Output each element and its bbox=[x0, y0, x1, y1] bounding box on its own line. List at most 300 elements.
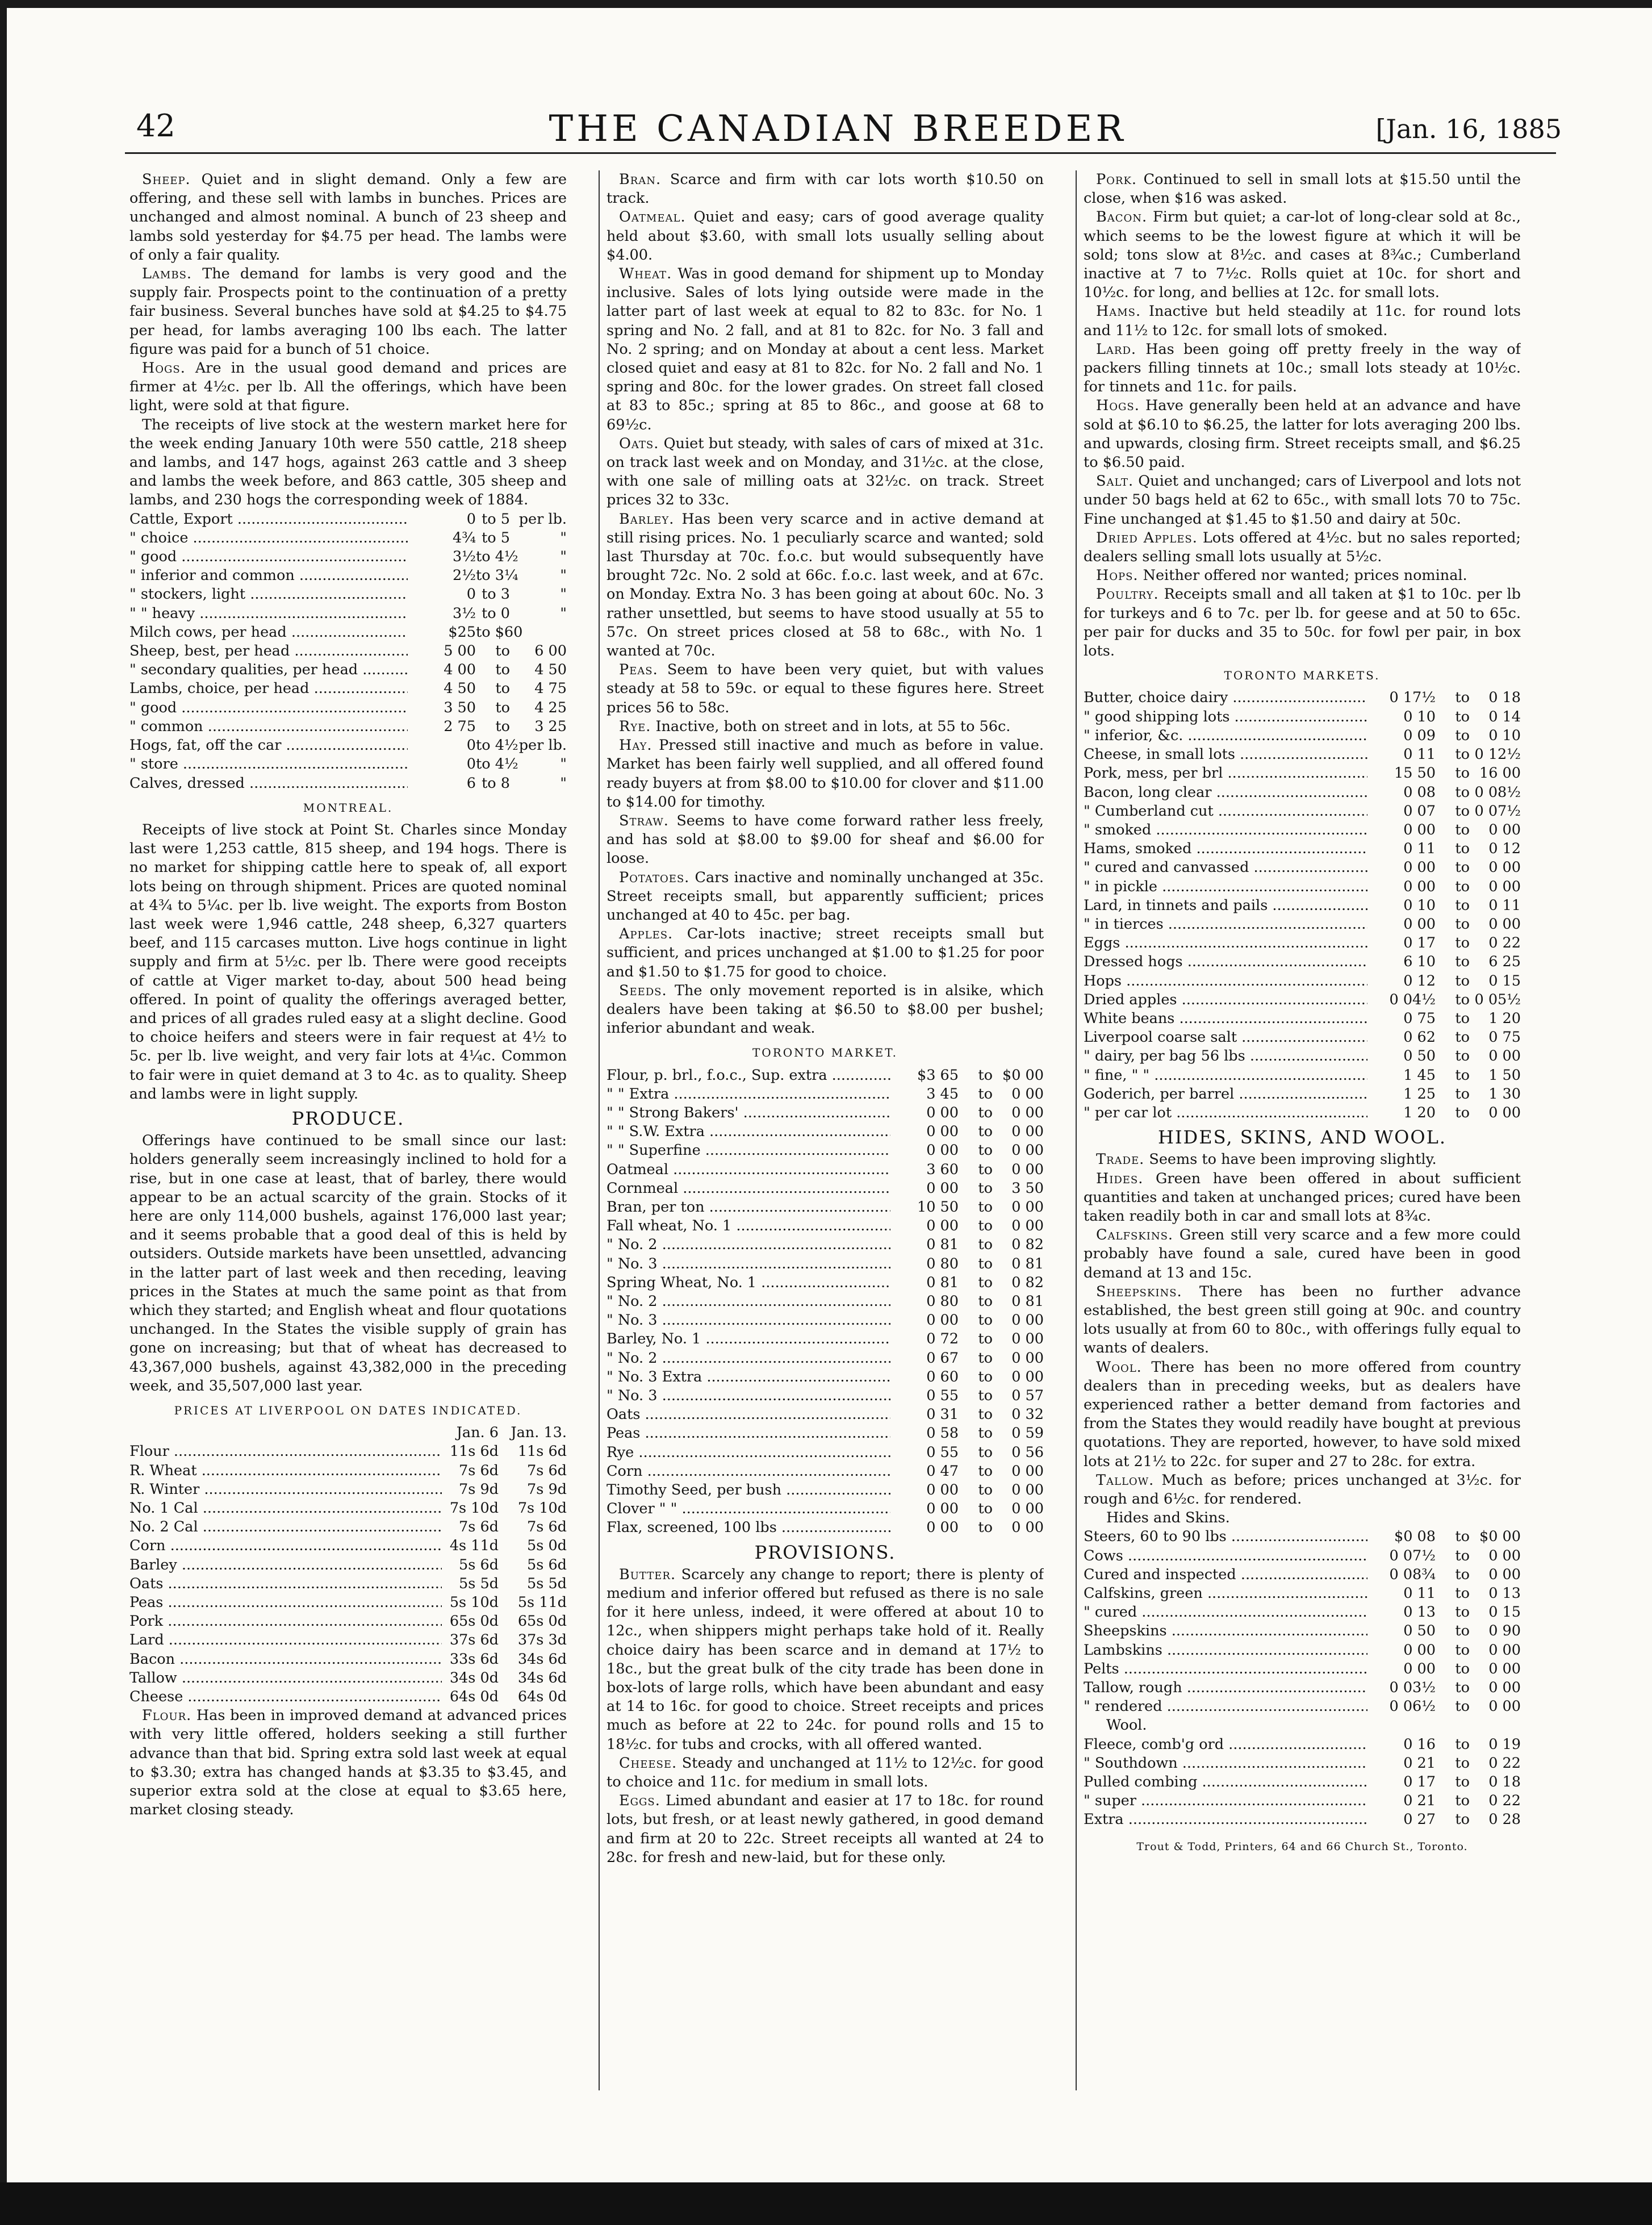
row-value: 6 bbox=[466, 774, 476, 792]
row-value: to bbox=[1455, 953, 1470, 971]
row-value: 0 00 bbox=[1011, 1330, 1044, 1348]
row-value: to bbox=[978, 1085, 993, 1103]
table-row bbox=[607, 1255, 1044, 1274]
row-label: Flour, p. brl., f.o.c., Sup. extra ..... bbox=[607, 1066, 890, 1085]
row-value: 5s 0d bbox=[527, 1537, 567, 1555]
row-label: " No. 2 ..... bbox=[607, 1349, 890, 1368]
table-row bbox=[129, 1688, 567, 1706]
row-label: Fleece, comb'g ord ..... bbox=[1084, 1735, 1367, 1754]
row-value: 0 57 bbox=[1011, 1387, 1044, 1404]
section-subheading: PRICES AT LIVERPOOL ON DATES INDICATED. bbox=[174, 1404, 522, 1417]
printer-credit: Trout & Todd, Printers, 64 and 66 Church St., Toronto. bbox=[1136, 1840, 1468, 1853]
row-value: 0 19 bbox=[1488, 1735, 1521, 1753]
table-row bbox=[1084, 1085, 1521, 1104]
row-value: to 4½ bbox=[476, 737, 518, 754]
table-row bbox=[129, 1612, 567, 1631]
row-label: Lambs, choice, per head ..... bbox=[129, 679, 408, 698]
row-value: 0 00 bbox=[1403, 1660, 1436, 1677]
row-value: 3 50 bbox=[1011, 1179, 1044, 1197]
row-value: to bbox=[1455, 1566, 1470, 1583]
row-value: to bbox=[978, 1349, 993, 1367]
article-paragraph: Offerings have continued to be small since our last: holders generally seem increasingly inclined to hold for a rise, but in one case at least, that of barley, there would appear to be an actual scarcity of the grain. Stocks of it here are only 114,000 bushels, against 176,000 last year; and it seems probable that a good deal of this is held by outsiders. Outside markets have been unsettled, advancing in the latter part of last week and then receding, leaving prices in the States at much the same point as that from which they started; and English wheat and flour quotations unchanged. In the States the visible supply of grain has gone on increasing; but that of wheat has decreased to 43,367,000 bushels, against 43,382,000 in the preceding week, and 35,507,000 last year. bbox=[129, 1132, 567, 1395]
section-subheading: MONTREAL. bbox=[303, 800, 394, 815]
row-label: " rendered ..... bbox=[1084, 1697, 1367, 1716]
row-value: 4 00 bbox=[444, 661, 476, 679]
issue-date: [Jan. 16, 1885 bbox=[1375, 114, 1562, 144]
hides-price-table bbox=[1084, 1527, 1521, 1716]
table-row bbox=[1084, 1566, 1521, 1584]
row-value: $25 bbox=[448, 623, 476, 641]
row-value: 0 81 bbox=[926, 1274, 959, 1291]
row-value: to bbox=[1455, 1679, 1470, 1697]
row-label: Cows ..... bbox=[1084, 1547, 1367, 1566]
row-value: 0 00 bbox=[1011, 1368, 1044, 1385]
row-value: $3 65 bbox=[917, 1066, 959, 1084]
row-value: to bbox=[978, 1104, 993, 1121]
article-paragraph: Potatoes. Cars inactive and nominally unchanged at 35c. Street receipts small, but apparently sufficient; prices unchanged at 40 to 45c. per bag. bbox=[607, 869, 1044, 924]
row-value: to bbox=[1455, 746, 1470, 763]
row-value: to 0 bbox=[482, 604, 510, 622]
article-paragraph: Calfskins. Green still very scarce and a few more could probably have found a sale, cured have been in good demand at 13 and 15c. bbox=[1084, 1226, 1521, 1281]
column-3 bbox=[1084, 170, 1521, 2085]
row-value: 1 50 bbox=[1488, 1066, 1521, 1084]
row-value: to bbox=[1455, 1754, 1470, 1772]
row-value: 0 00 bbox=[1011, 1312, 1044, 1329]
row-label: " per car lot ..... bbox=[1084, 1104, 1367, 1122]
table-row bbox=[607, 1424, 1044, 1443]
row-label: " " heavy ..... bbox=[129, 604, 408, 623]
row-value: 7s 6d bbox=[459, 1462, 499, 1479]
table-row bbox=[1084, 745, 1521, 764]
article-paragraph: Sheepskins. There has been no further advance established, the best green still going at 90c. and country lots usually at from 60 to 80c., with offerings fully equal to wants of dealers. bbox=[1084, 1283, 1521, 1357]
row-value: to bbox=[978, 1198, 993, 1216]
table-row bbox=[1084, 934, 1521, 953]
row-value: 1 45 bbox=[1403, 1066, 1436, 1084]
row-value: 0 59 bbox=[1011, 1425, 1044, 1442]
row-label: " No. 3 ..... bbox=[607, 1255, 890, 1274]
row-value: 7s 9d bbox=[527, 1480, 567, 1498]
table-row bbox=[1084, 1622, 1521, 1640]
row-value: 0 21 bbox=[1403, 1792, 1436, 1810]
table-row bbox=[607, 1160, 1044, 1179]
row-label: Pork ..... bbox=[129, 1612, 442, 1631]
row-value: 65s 0d bbox=[517, 1613, 567, 1630]
row-value: to bbox=[978, 1236, 993, 1254]
row-label: Hogs, fat, off the car ..... bbox=[129, 736, 408, 755]
row-value: $0 08 bbox=[1394, 1528, 1436, 1546]
row-label: " stockers, light ..... bbox=[129, 585, 408, 604]
row-label: " " Strong Bakers' ..... bbox=[607, 1104, 890, 1122]
row-label: Hams, smoked ..... bbox=[1084, 840, 1367, 858]
table-row bbox=[1084, 1735, 1521, 1754]
table-subheading: Wool. bbox=[1106, 1717, 1147, 1734]
row-value: 7s 6d bbox=[527, 1462, 567, 1479]
article-paragraph: Tallow. Much as before; prices unchanged at 3½c. for rough and 6½c. for rendered. bbox=[1084, 1471, 1521, 1508]
table-row bbox=[1084, 1660, 1521, 1679]
row-label: Oatmeal ..... bbox=[607, 1160, 890, 1179]
row-value: 0 13 bbox=[1403, 1604, 1436, 1621]
row-value: 0 00 bbox=[1488, 1679, 1521, 1697]
row-label: Cheese, in small lots ..... bbox=[1084, 745, 1367, 764]
row-label: Hops ..... bbox=[1084, 972, 1367, 991]
row-value: 0 12 bbox=[1488, 840, 1521, 858]
article-paragraph: Bran. Scarce and firm with car lots worth $10.50 on track. bbox=[607, 171, 1044, 207]
row-label: " inferior, &c. ..... bbox=[1084, 727, 1367, 745]
page-number: 42 bbox=[136, 108, 175, 144]
row-value: to bbox=[1455, 896, 1470, 914]
row-value: 0 21 bbox=[1403, 1754, 1436, 1772]
row-value: 0 80 bbox=[926, 1255, 959, 1272]
row-value: to bbox=[1455, 1660, 1470, 1677]
scan-edge-bottom bbox=[0, 2182, 1652, 2225]
row-value: 0 00 bbox=[926, 1104, 959, 1121]
row-value: 0 12 bbox=[1403, 972, 1436, 990]
row-value: 0 17 bbox=[1403, 1773, 1436, 1791]
table-row bbox=[607, 1330, 1044, 1349]
row-value: to bbox=[495, 642, 510, 660]
row-label: Corn ..... bbox=[129, 1537, 442, 1555]
row-value: 0 bbox=[466, 510, 476, 528]
row-value: to bbox=[1455, 1698, 1470, 1715]
row-value: to bbox=[978, 1255, 993, 1272]
row-label: Bacon, long clear ..... bbox=[1084, 783, 1367, 802]
row-value: to bbox=[978, 1519, 993, 1537]
table-row bbox=[607, 1443, 1044, 1462]
row-value: 0 bbox=[466, 586, 476, 603]
row-value: 5s 6d bbox=[527, 1556, 567, 1573]
table-row bbox=[1084, 1047, 1521, 1066]
row-value: 0 72 bbox=[926, 1330, 959, 1348]
row-value: to bbox=[978, 1123, 993, 1141]
table-row bbox=[607, 1292, 1044, 1311]
row-value: 0 00 bbox=[1011, 1142, 1044, 1159]
row-value: to bbox=[495, 680, 510, 698]
row-value: 7s 10d bbox=[449, 1500, 499, 1517]
table-row bbox=[129, 1480, 567, 1499]
row-label: " No. 2 ..... bbox=[607, 1235, 890, 1254]
row-value: to bbox=[1455, 972, 1470, 990]
row-label: " inferior and common ..... bbox=[129, 566, 408, 585]
row-label: Peas ..... bbox=[129, 1593, 442, 1612]
scan-edge-left bbox=[0, 0, 7, 2225]
table-row bbox=[129, 623, 567, 642]
section-heading: PRODUCE. bbox=[291, 1107, 405, 1129]
table-row bbox=[1084, 1679, 1521, 1697]
article-paragraph: Dried Apples. Lots offered at 4½c. but no sales reported; dealers selling small lots usually at 5½c. bbox=[1084, 529, 1521, 566]
article-paragraph: Seeds. The only movement reported is in alsike, which dealers have been taking at $6.50 to $8.00 per bushel; inferior abundant and weak. bbox=[607, 982, 1044, 1037]
section-heading: PROVISIONS. bbox=[754, 1541, 896, 1563]
row-value: 0 11 bbox=[1403, 840, 1436, 858]
table-row bbox=[1084, 1028, 1521, 1047]
row-value: to bbox=[1455, 1585, 1470, 1602]
row-label: Sheep, best, per head ..... bbox=[129, 642, 408, 661]
row-label: Pork, mess, per brl ..... bbox=[1084, 764, 1367, 783]
article-paragraph: Oats. Quiet but steady, with sales of cars of mixed at 31c. on track last week and on Monday, and 31½c. at the close, with one sale of milling oats at 32½c. on track. Street prices 32 to 33c. bbox=[607, 435, 1044, 509]
row-value: to bbox=[1455, 878, 1470, 895]
article-paragraph: Apples. Car-lots inactive; street receipts small but sufficient, and prices unchanged at $1.00 to $1.25 for poor and $1.50 to $1.75 for good to choice. bbox=[607, 925, 1044, 980]
table-row bbox=[607, 1500, 1044, 1518]
row-value: to bbox=[1455, 821, 1470, 838]
row-value: 6 00 bbox=[534, 642, 567, 660]
row-value: 0 00 bbox=[1011, 1160, 1044, 1178]
row-value: to bbox=[1455, 1104, 1470, 1121]
article-paragraph: Hams. Inactive but held steadily at 11c. for round lots and 11½ to 12c. for small lots of smoked. bbox=[1084, 303, 1521, 339]
article-paragraph: Poultry. Receipts small and all taken at $1 to 10c. per lb for turkeys and 6 to 7c. per lb. for geese and at 50 to 65c. per pair for ducks and 35 to 50c. for fowl per pair, in box lots. bbox=[1084, 586, 1521, 660]
table-row bbox=[129, 510, 567, 529]
row-value: to bbox=[1455, 840, 1470, 858]
row-value: 7s 6d bbox=[527, 1518, 567, 1536]
row-value: to bbox=[495, 699, 510, 716]
row-value: 0 67 bbox=[926, 1349, 959, 1367]
row-value: 0 04½ bbox=[1389, 991, 1436, 1008]
row-value: " bbox=[560, 548, 567, 566]
row-value: 0 00 bbox=[1011, 1519, 1044, 1537]
column-divider bbox=[1076, 170, 1077, 2090]
row-value: 0 07½ bbox=[1474, 802, 1521, 820]
row-label: " No. 2 ..... bbox=[607, 1292, 890, 1311]
row-label: " good ..... bbox=[129, 548, 408, 566]
table-row bbox=[1084, 708, 1521, 727]
row-value: 0 03½ bbox=[1389, 1679, 1436, 1697]
section-subheading: TORONTO MARKETS. bbox=[1224, 669, 1381, 683]
table-row bbox=[1084, 1792, 1521, 1810]
row-label: " " Superfine ..... bbox=[607, 1141, 890, 1160]
row-value: 0 00 bbox=[1488, 1566, 1521, 1583]
row-value: 7s 9d bbox=[459, 1480, 499, 1498]
table-row bbox=[1084, 1773, 1521, 1792]
row-label: " store ..... bbox=[129, 755, 408, 774]
row-value: 0 00 bbox=[926, 1519, 959, 1537]
row-value: to bbox=[978, 1443, 993, 1461]
row-value: 0 10 bbox=[1403, 896, 1436, 914]
row-value: to bbox=[1455, 1528, 1470, 1546]
article-paragraph: Hides. Green have been offered in about sufficient quantities and taken at unchanged prices; cured have been taken readily both in car and small lots at 8¾c. bbox=[1084, 1170, 1521, 1225]
table-row bbox=[1084, 896, 1521, 915]
row-value: to bbox=[1455, 1029, 1470, 1046]
row-value: 0 50 bbox=[1403, 1047, 1436, 1065]
section-heading: HIDES, SKINS, AND WOOL. bbox=[1158, 1126, 1446, 1149]
row-value: " bbox=[560, 529, 567, 546]
row-value: 0 12½ bbox=[1474, 746, 1521, 763]
row-value: 0 50 bbox=[1403, 1622, 1436, 1640]
table-row bbox=[129, 699, 567, 717]
row-value: to bbox=[1455, 783, 1470, 801]
row-label: Dressed hogs ..... bbox=[1084, 953, 1367, 971]
table-row bbox=[1084, 840, 1521, 858]
article-paragraph: Butter. Scarcely any change to report; there is plenty of medium and inferior offered but refused as there is no sale for it here unless, indeed, it were offered at about 10 to 12c., when shippers might perhaps take hold of it. Really choice dairy has been scarce and in demand at 17½ to 18c., but the great bulk of the city trade has been done in box-lots of large rolls, which have been abundant and easy at 14 to 16c. for good to choice. Street receipts and prices much as before at 22 to 24c. for pound rolls and 15 to 18½c. for tubs and crocks, with all offered wanted. bbox=[607, 1566, 1044, 1753]
row-label: Extra ..... bbox=[1084, 1810, 1367, 1829]
row-label: No. 2 Cal ..... bbox=[129, 1518, 442, 1537]
table-row bbox=[1084, 1641, 1521, 1660]
table-row bbox=[129, 1462, 567, 1480]
row-value: to bbox=[495, 717, 510, 735]
row-value: 0 17 bbox=[1403, 934, 1436, 952]
row-value: 65s 0d bbox=[449, 1613, 499, 1630]
toronto-provisions-table bbox=[1084, 688, 1521, 1122]
row-value: to bbox=[978, 1160, 993, 1178]
row-value: 1 30 bbox=[1488, 1085, 1521, 1103]
row-value: 0 00 bbox=[1488, 1641, 1521, 1659]
row-value: 0 75 bbox=[1488, 1029, 1521, 1046]
row-value: 0 17½ bbox=[1389, 689, 1436, 707]
row-label: " No. 3 ..... bbox=[607, 1311, 890, 1330]
table-row bbox=[1084, 1104, 1521, 1122]
table-row bbox=[1084, 1754, 1521, 1773]
row-value: to bbox=[978, 1406, 993, 1424]
row-value: 3 25 bbox=[534, 717, 567, 735]
row-label: Barley ..... bbox=[129, 1556, 442, 1575]
row-value: 0 00 bbox=[926, 1500, 959, 1518]
row-label: Flax, screened, 100 lbs ..... bbox=[607, 1518, 890, 1537]
row-value: to bbox=[1455, 1792, 1470, 1810]
row-value: 0 05½ bbox=[1474, 991, 1521, 1008]
row-value: to bbox=[1455, 915, 1470, 933]
row-value: " bbox=[560, 567, 567, 585]
article-paragraph: Hops. Neither offered nor wanted; prices nominal. bbox=[1096, 567, 1467, 585]
row-value: 3½ bbox=[453, 604, 476, 622]
wool-price-table bbox=[1084, 1735, 1521, 1830]
row-label: R. Winter ..... bbox=[129, 1480, 442, 1499]
table-row bbox=[607, 1405, 1044, 1424]
row-value: 0 81 bbox=[1011, 1292, 1044, 1310]
column-1 bbox=[129, 170, 567, 2085]
row-value: 0 55 bbox=[926, 1387, 959, 1404]
row-value: 0 bbox=[466, 755, 476, 773]
row-value: 0 00 bbox=[1488, 1698, 1521, 1715]
table-row bbox=[1084, 972, 1521, 991]
row-label: Steers, 60 to 90 lbs ..... bbox=[1084, 1527, 1367, 1546]
row-value: 0 22 bbox=[1488, 1754, 1521, 1772]
table-row bbox=[1084, 915, 1521, 934]
row-value: to bbox=[1455, 727, 1470, 744]
header-rule bbox=[125, 152, 1556, 154]
row-label: Oats ..... bbox=[607, 1405, 890, 1424]
row-value: to bbox=[1455, 689, 1470, 707]
liverpool-price-table bbox=[129, 1424, 567, 1706]
table-row bbox=[1084, 1697, 1521, 1716]
row-value: 0 62 bbox=[1403, 1029, 1436, 1046]
table-subheading: Hides and Skins. bbox=[1106, 1509, 1230, 1527]
row-value: to 4½ bbox=[476, 548, 518, 566]
row-value: 34s 6d bbox=[517, 1669, 567, 1687]
row-label: " smoked ..... bbox=[1084, 821, 1367, 840]
row-value: to bbox=[978, 1217, 993, 1235]
column-2 bbox=[607, 170, 1044, 2085]
table-row bbox=[1084, 878, 1521, 896]
article-paragraph: Oatmeal. Quiet and easy; cars of good average quality held about $3.60, with small lots usually selling about $4.00. bbox=[607, 208, 1044, 264]
row-value: 37s 3d bbox=[517, 1631, 567, 1649]
row-value: 4¾ bbox=[453, 529, 476, 546]
row-value: 15 50 bbox=[1394, 765, 1436, 782]
row-value: 0 09 bbox=[1403, 727, 1436, 744]
row-value: 0 13 bbox=[1488, 1585, 1521, 1602]
row-value: to bbox=[978, 1425, 993, 1442]
row-value: 0 00 bbox=[1011, 1481, 1044, 1499]
row-value: to 3 bbox=[482, 586, 510, 603]
row-value: 3½ bbox=[453, 548, 476, 566]
row-label: " cured ..... bbox=[1084, 1603, 1367, 1622]
row-label: Cheese ..... bbox=[129, 1688, 442, 1706]
article-paragraph: Wool. There has been no more offered from country dealers than in preceding weeks, but as dealers have experienced rather a better demand from factories and from the States they would readily have bought at previous quotations. They are reported, however, to have sold mixed lots at 21½ to 22c. for super and 27 to 28c. for extra. bbox=[1084, 1358, 1521, 1470]
article-paragraph: Lambs. The demand for lambs is very good and the supply fair. Prospects point to the continuation of a pretty fair business. Several bunches have sold at $4.25 to $4.75 per head, for lambs averaging 100 lbs each. The latter figure was paid for a bunch of 51 choice. bbox=[129, 265, 567, 358]
row-label: R. Wheat ..... bbox=[129, 1462, 442, 1480]
table-row bbox=[129, 1575, 567, 1593]
table-row bbox=[607, 1179, 1044, 1198]
row-value: 0 00 bbox=[1488, 1047, 1521, 1065]
row-label: Lard, in tinnets and pails ..... bbox=[1084, 896, 1367, 915]
row-label: " super ..... bbox=[1084, 1792, 1367, 1810]
table-row bbox=[129, 1499, 567, 1518]
table-row bbox=[129, 585, 567, 604]
row-value: 64s 0d bbox=[449, 1688, 499, 1706]
row-value: 1 20 bbox=[1403, 1104, 1436, 1121]
row-value: 0 00 bbox=[1011, 1217, 1044, 1235]
row-label: Liverpool coarse salt ..... bbox=[1084, 1028, 1367, 1047]
article-paragraph: Sheep. Quiet and in slight demand. Only a few are offering, and these sell with lambs in bunches. Prices are unchanged and almost nominal. A bunch of 23 sheep and lambs sold yesterday for $4.75 per head. The lambs were of only a fair quality. bbox=[129, 171, 567, 264]
row-value: to bbox=[1455, 934, 1470, 952]
row-label: Calfskins, green ..... bbox=[1084, 1584, 1367, 1603]
row-value: 0 00 bbox=[926, 1123, 959, 1141]
table-row bbox=[607, 1235, 1044, 1254]
article-paragraph: Flour. Has been in improved demand at advanced prices with very little offered, holders seeking a still further advance than that bid. Spring extra sold last week at equal to $3.30; extra has changed hands at $3.35 to $3.45, and superior extra sold at the close at equal to $3.65 here, market closing steady. bbox=[129, 1707, 567, 1819]
row-label: Sheepskins ..... bbox=[1084, 1622, 1367, 1640]
table-row bbox=[607, 1518, 1044, 1537]
row-label: " " Extra ..... bbox=[607, 1085, 890, 1104]
scan-edge-top bbox=[0, 0, 1652, 8]
row-value: $0 00 bbox=[1479, 1528, 1521, 1546]
row-value: 6 10 bbox=[1403, 953, 1436, 971]
row-value: 0 00 bbox=[1403, 915, 1436, 933]
table-row bbox=[1084, 764, 1521, 783]
row-value: 7s 6d bbox=[459, 1518, 499, 1536]
row-value: 0 00 bbox=[926, 1179, 959, 1197]
row-value: per lb. bbox=[518, 510, 567, 528]
row-label: " common ..... bbox=[129, 717, 408, 736]
table-row bbox=[607, 1349, 1044, 1368]
row-value: 0 00 bbox=[1011, 1104, 1044, 1121]
row-value: to $60 bbox=[476, 623, 523, 641]
row-value: to bbox=[495, 661, 510, 679]
row-label: Oats ..... bbox=[129, 1575, 442, 1593]
row-label: " choice ..... bbox=[129, 529, 408, 548]
toronto-grain-table bbox=[607, 1066, 1044, 1538]
row-label: Pulled combing ..... bbox=[1084, 1773, 1367, 1792]
row-label: Butter, choice dairy ..... bbox=[1084, 688, 1367, 707]
table-row bbox=[607, 1122, 1044, 1141]
row-value: 0 10 bbox=[1403, 708, 1436, 725]
row-label: " good shipping lots ..... bbox=[1084, 708, 1367, 727]
row-label: Lard ..... bbox=[129, 1631, 442, 1650]
table-row bbox=[607, 1217, 1044, 1235]
row-value: 0 00 bbox=[1488, 821, 1521, 838]
row-value: 1 20 bbox=[1488, 1009, 1521, 1027]
table-row bbox=[1084, 1527, 1521, 1546]
article-paragraph: Salt. Quiet and unchanged; cars of Liverpool and lots not under 50 bags held at 62 to 65c., with small lots 70 to 75c. Fine unchanged at $1.45 to $1.50 and dairy at 50c. bbox=[1084, 473, 1521, 528]
row-value: to bbox=[1455, 1547, 1470, 1564]
row-value: to bbox=[978, 1292, 993, 1310]
row-value: " bbox=[560, 755, 567, 773]
row-value: 0 00 bbox=[926, 1142, 959, 1159]
table-row bbox=[1084, 821, 1521, 840]
row-label: Lambskins ..... bbox=[1084, 1641, 1367, 1660]
article-paragraph: Bacon. Firm but quiet; a car-lot of long-clear sold at 8c., which seems to be the lowest figure at which it will be sold; tons slow at 8½c. and cases at 8¾c.; Cumberland inactive at 7 to 7½c. Rolls quiet at 10c. for short and 10½c. for long, and bellies at 12c. for small lots. bbox=[1084, 208, 1521, 302]
row-value: to bbox=[1455, 1811, 1470, 1829]
row-value: 11s 6d bbox=[517, 1443, 567, 1460]
section-subheading: TORONTO MARKET. bbox=[752, 1046, 898, 1060]
row-label: " No. 3 Extra ..... bbox=[607, 1368, 890, 1387]
row-label: Rye ..... bbox=[607, 1443, 890, 1462]
row-value: to bbox=[1455, 1066, 1470, 1084]
